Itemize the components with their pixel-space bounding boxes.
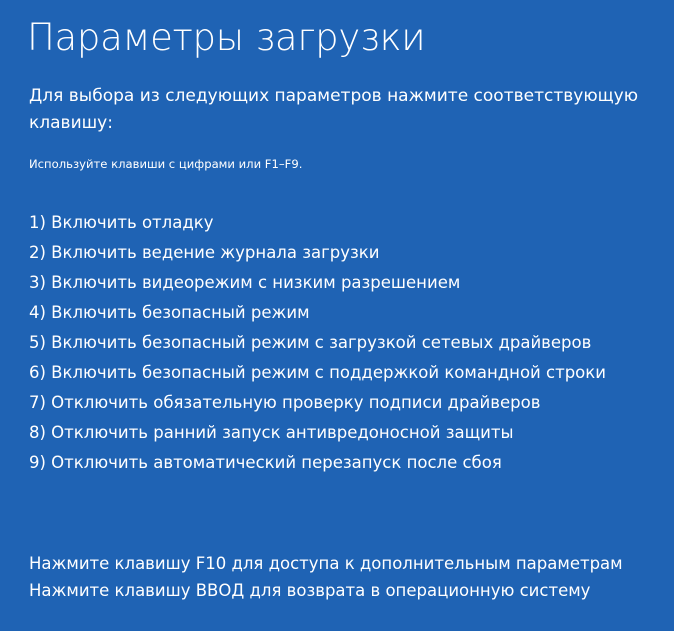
boot-option-2[interactable]: 2) Включить ведение журнала загрузки	[29, 243, 380, 262]
footer-instructions	[29, 550, 623, 604]
boot-option-6[interactable]: 6) Включить безопасный режим с поддержкой командной строки	[29, 363, 606, 382]
boot-option-1[interactable]: 1) Включить отладку	[29, 213, 214, 232]
boot-option-4[interactable]: 4) Включить безопасный режим	[29, 303, 310, 322]
boot-option-8[interactable]: 8) Отключить ранний запуск антивредоносной защиты	[29, 423, 514, 442]
selection-instructions: Для выбора из следующих параметров нажмите соответствующую клавишу:	[29, 86, 639, 133]
advanced-options-prompt[interactable]: Нажмите клавишу F10 для доступа к дополнительным параметрам	[29, 554, 623, 573]
boot-options-list	[29, 210, 606, 480]
page-title: Параметры загрузки	[27, 16, 426, 59]
return-to-os-prompt[interactable]: Нажмите клавишу ВВОД для возврата в операционную систему	[29, 581, 591, 600]
boot-option-7[interactable]: 7) Отключить обязательную проверку подписи драйверов	[29, 393, 541, 412]
boot-option-5[interactable]: 5) Включить безопасный режим с загрузкой сетевых драйверов	[29, 333, 592, 352]
boot-option-3[interactable]: 3) Включить видеорежим с низким разрешением	[29, 273, 461, 292]
keyboard-hint: Используйте клавиши с цифрами или F1–F9.	[29, 157, 303, 171]
boot-option-9[interactable]: 9) Отключить автоматический перезапуск после сбоя	[29, 453, 502, 472]
